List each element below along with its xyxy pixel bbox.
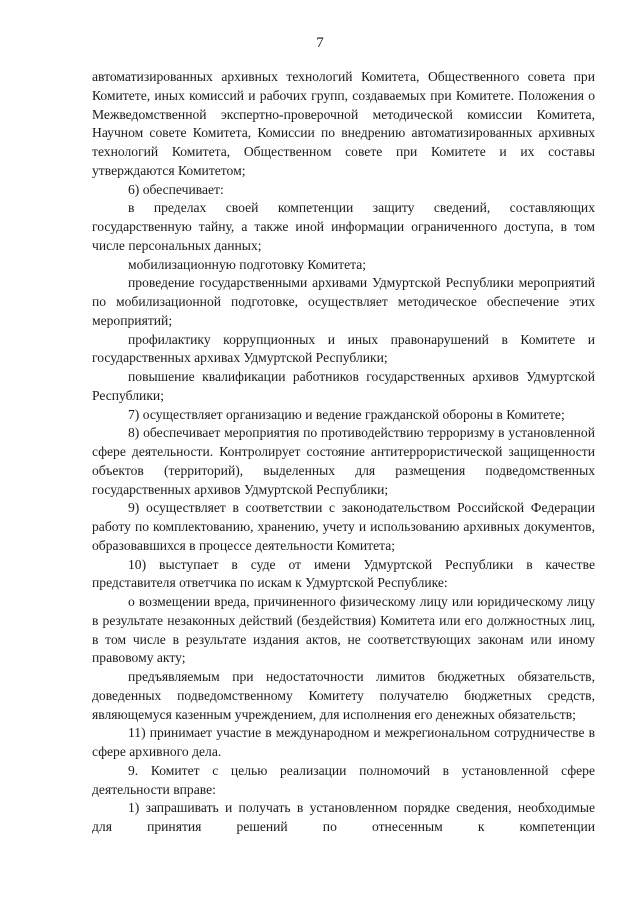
document-body xyxy=(92,68,595,837)
paragraph: 7) осуществляет организацию и ведение гражданской обороны в Комитете; xyxy=(128,406,565,422)
paragraph: мобилизационную подготовку Комитета; xyxy=(128,256,367,272)
paragraph: о возмещении вреда, причиненного физическому лицу или юридическому лицу в результате незаконных действий (бездействия) Комитета или его должностных лиц, в том числе в результате издания актов, не соответствующих законам или иному правовому акту; xyxy=(92,594,595,666)
paragraph: 9) осуществляет в соответствии с законодательством Российской Федерации работу по комплектованию, хранению, учету и использованию архивных документов, образовавшихся в процессе деятельности Комитета; xyxy=(92,500,595,553)
paragraph: 10) выступает в суде от имени Удмуртской Республики в качестве представителя ответчика по искам к Удмуртской Республике: xyxy=(92,556,595,591)
paragraph: 1) запрашивать и получать в установленном порядке сведения, необходимые для принятия решений по отнесенным к компетенции xyxy=(92,800,595,834)
paragraph: проведение государственными архивами Удмуртской Республики мероприятий по мобилизационной подготовке, осуществляет методическое обеспечение этих мероприятий; xyxy=(92,275,595,328)
paragraph: повышение квалификации работников государственных архивов Удмуртской Республики; xyxy=(92,369,595,403)
paragraph: 11) принимает участие в международном и межрегиональном сотрудничестве в сфере архивного дела. xyxy=(92,725,595,759)
paragraph: предъявляемым при недостаточности лимитов бюджетных обязательств, доведенных подведомственному Комитету получателю бюджетных средств, являющемуся казенным учреждением, для исполнения его денежных обязательств; xyxy=(92,669,595,722)
paragraph: 8) обеспечивает мероприятия по противодействию терроризму в установленной сфере деятельности. Контролирует состояние антитеррористической защищенности объектов (территорий), выделенных для размещения подведомственных государственных архивов Удмуртской Республики; xyxy=(92,425,595,497)
page-number: 7 xyxy=(316,35,324,51)
paragraph: в пределах своей компетенции защиту сведений, составляющих государственную тайну, а также иной информации ограниченного доступа, в том числе персональных данных; xyxy=(92,200,595,253)
paragraph: профилактику коррупционных и иных правонарушений в Комитете и государственных архивах Удмуртской Республики; xyxy=(92,331,595,366)
paragraph: 9. Комитет с целью реализации полномочий в установленной сфере деятельности вправе: xyxy=(92,762,595,797)
paragraph: 6) обеспечивает: xyxy=(128,181,224,197)
paragraph: автоматизированных архивных технологий Комитета, Общественного совета при Комитете, иных комиссий и рабочих групп, создаваемых при Комитете. Положения о Межведомственной экспертно-проверочной методической комиссии Комитета, Научном совете Комитета, Комиссии по внедрению автоматизированных архивных технологий Комитета, Общественном совете при Комитете и их составы утверждаются Комитетом; xyxy=(92,69,595,178)
